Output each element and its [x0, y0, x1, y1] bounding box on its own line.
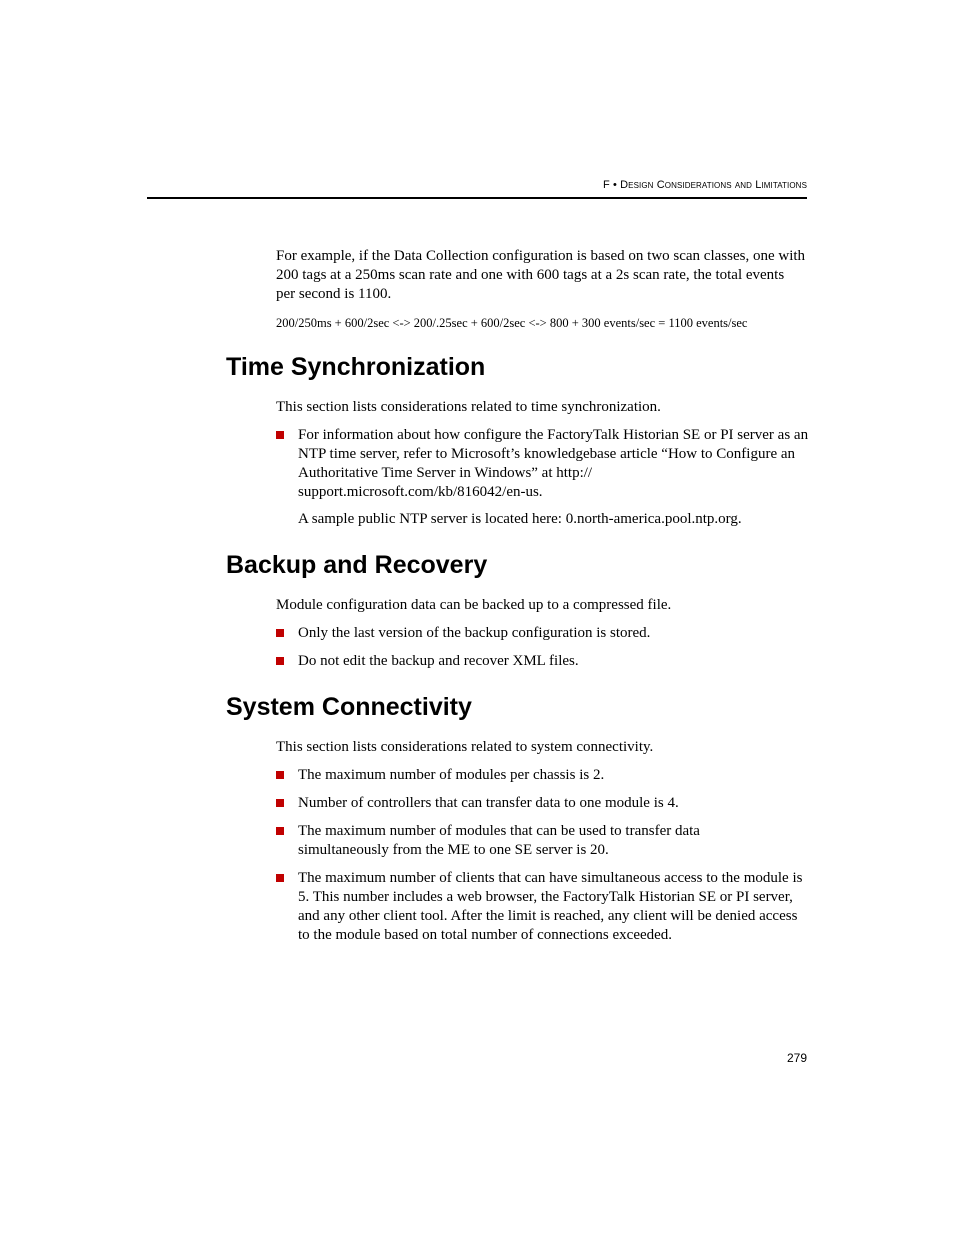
- backup-intro: Module configuration data can be backed up to a compressed file.: [276, 597, 672, 613]
- header-text: F • Design Considerations and Limitations: [603, 179, 807, 191]
- bullet-icon: [276, 431, 284, 439]
- time-sync-intro: This section lists considerations related to time synchronization.: [276, 399, 661, 415]
- time-sync-note: A sample public NTP server is located here: 0.north-america.pool.ntp.org.: [298, 511, 742, 527]
- page-number: 279: [786, 1051, 807, 1065]
- time-sync-item: For information about how configure the FactoryTalk Historian SE or PI server as an NTP time server, refer to Microsoft’s knowledgebase article “How to Configure an Authoritative Time Server in Windows” at http:// support.microsoft.com/kb/816042/en-us.: [298, 427, 809, 500]
- connectivity-item: Number of controllers that can transfer data to one module is 4.: [298, 795, 679, 811]
- connectivity-item: The maximum number of modules that can be used to transfer data simultaneously from the ME to one SE server is 20.: [298, 823, 700, 858]
- backup-item: Only the last version of the backup configuration is stored.: [298, 625, 651, 641]
- backup-item: Do not edit the backup and recover XML files.: [298, 653, 579, 669]
- connectivity-intro: This section lists considerations related to system connectivity.: [276, 739, 654, 755]
- bullet-icon: [276, 657, 284, 665]
- bullet-icon: [276, 874, 284, 882]
- running-header: [147, 179, 807, 199]
- section-heading-backup: Backup and Recovery: [226, 551, 488, 579]
- intro-paragraph: For example, if the Data Collection configuration is based on two scan classes, one with 200 tags at a 250ms scan rate and one with 600 tags at a 2s scan rate, the total events per second is 1100.: [276, 248, 806, 302]
- bullet-icon: [276, 827, 284, 835]
- section-heading-connectivity: System Connectivity: [226, 693, 472, 721]
- bullet-icon: [276, 799, 284, 807]
- formula-text: 200/250ms + 600/2sec <-> 200/.25sec + 600/2sec <-> 800 + 300 events/sec = 1100 events/sec: [276, 316, 748, 330]
- bullet-icon: [276, 771, 284, 779]
- connectivity-item: The maximum number of clients that can have simultaneous access to the module is 5. This number includes a web browser, the FactoryTalk Historian SE or PI server, and any other client tool. After the limit is reached, any client will be denied access to the module based on total number of connections exceeded.: [298, 870, 803, 943]
- section-heading-time-sync: Time Synchronization: [226, 353, 486, 381]
- connectivity-item: The maximum number of modules per chassis is 2.: [298, 767, 605, 783]
- bullet-icon: [276, 629, 284, 637]
